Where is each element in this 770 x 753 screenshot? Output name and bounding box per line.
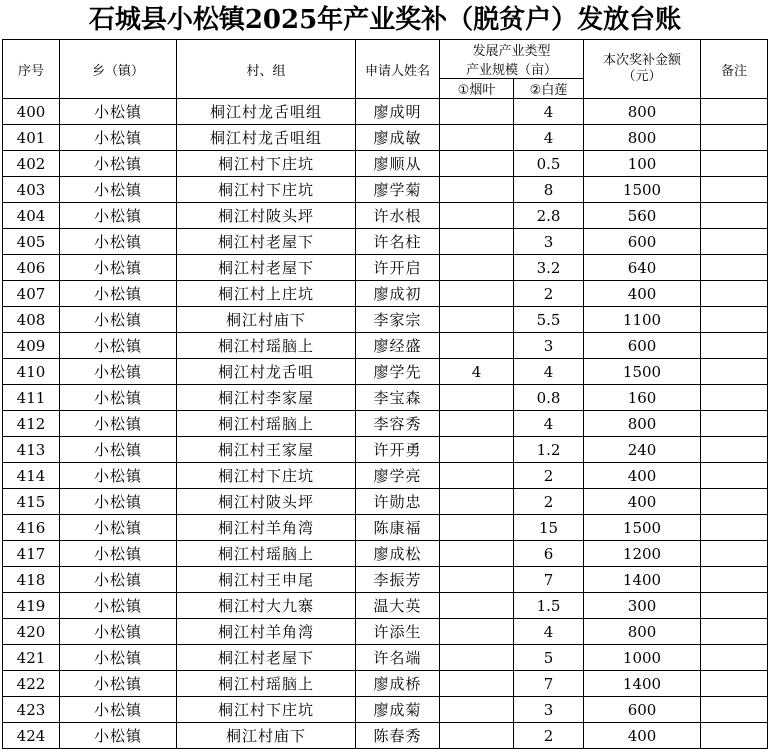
table-row bbox=[3, 593, 768, 619]
cell-seq: 420 bbox=[3, 619, 60, 645]
cell-township: 小松镇 bbox=[60, 671, 177, 697]
header-township: 乡（镇） bbox=[60, 40, 177, 99]
cell-name: 李宝森 bbox=[356, 385, 440, 411]
cell-tobacco bbox=[440, 307, 514, 333]
cell-tobacco bbox=[440, 385, 514, 411]
cell-township: 小松镇 bbox=[60, 697, 177, 723]
cell-name: 廖成桥 bbox=[356, 671, 440, 697]
cell-seq: 411 bbox=[3, 385, 60, 411]
cell-tobacco bbox=[440, 697, 514, 723]
document-title: 石城县小松镇2025年产业奖补（脱贫户）发放台账 bbox=[88, 5, 682, 35]
cell-township: 小松镇 bbox=[60, 151, 177, 177]
cell-tobacco bbox=[440, 645, 514, 671]
cell-amount: 1500 bbox=[584, 359, 701, 385]
cell-amount: 1000 bbox=[584, 645, 701, 671]
cell-township: 小松镇 bbox=[60, 177, 177, 203]
cell-seq: 414 bbox=[3, 463, 60, 489]
cell-lotus: 8 bbox=[514, 177, 584, 203]
cell-township: 小松镇 bbox=[60, 463, 177, 489]
cell-amount: 640 bbox=[584, 255, 701, 281]
cell-name: 李振芳 bbox=[356, 567, 440, 593]
cell-remark bbox=[701, 177, 768, 203]
cell-seq: 417 bbox=[3, 541, 60, 567]
cell-tobacco bbox=[440, 99, 514, 125]
cell-seq: 410 bbox=[3, 359, 60, 385]
cell-remark bbox=[701, 541, 768, 567]
cell-name: 陈康福 bbox=[356, 515, 440, 541]
cell-remark bbox=[701, 229, 768, 255]
cell-township: 小松镇 bbox=[60, 645, 177, 671]
cell-remark bbox=[701, 203, 768, 229]
cell-tobacco bbox=[440, 333, 514, 359]
cell-village: 桐江村羊角湾 bbox=[177, 515, 356, 541]
table-row bbox=[3, 99, 768, 125]
cell-lotus: 1.2 bbox=[514, 437, 584, 463]
cell-name: 温大英 bbox=[356, 593, 440, 619]
cell-name: 许水根 bbox=[356, 203, 440, 229]
cell-remark bbox=[701, 463, 768, 489]
table-row bbox=[3, 515, 768, 541]
cell-lotus: 2.8 bbox=[514, 203, 584, 229]
cell-township: 小松镇 bbox=[60, 255, 177, 281]
cell-lotus: 4 bbox=[514, 619, 584, 645]
cell-village: 桐江村羊角湾 bbox=[177, 619, 356, 645]
cell-amount: 800 bbox=[584, 619, 701, 645]
table-row bbox=[3, 697, 768, 723]
header-applicant: 申请人姓名 bbox=[356, 40, 440, 99]
table-row bbox=[3, 151, 768, 177]
cell-tobacco bbox=[440, 125, 514, 151]
cell-township: 小松镇 bbox=[60, 385, 177, 411]
cell-seq: 405 bbox=[3, 229, 60, 255]
cell-amount: 100 bbox=[584, 151, 701, 177]
cell-amount: 400 bbox=[584, 723, 701, 749]
cell-seq: 413 bbox=[3, 437, 60, 463]
cell-tobacco bbox=[440, 463, 514, 489]
cell-village: 桐江村下庄坑 bbox=[177, 151, 356, 177]
cell-tobacco bbox=[440, 541, 514, 567]
cell-amount: 560 bbox=[584, 203, 701, 229]
cell-tobacco bbox=[440, 593, 514, 619]
cell-remark bbox=[701, 567, 768, 593]
table-row bbox=[3, 125, 768, 151]
table-row bbox=[3, 645, 768, 671]
header-industry-type: 发展产业类型 bbox=[440, 40, 584, 60]
cell-name: 许开启 bbox=[356, 255, 440, 281]
cell-tobacco bbox=[440, 671, 514, 697]
cell-village: 桐江村龙舌咀组 bbox=[177, 99, 356, 125]
cell-lotus: 5.5 bbox=[514, 307, 584, 333]
cell-seq: 406 bbox=[3, 255, 60, 281]
cell-lotus: 2 bbox=[514, 463, 584, 489]
table-row bbox=[3, 567, 768, 593]
cell-seq: 408 bbox=[3, 307, 60, 333]
cell-remark bbox=[701, 255, 768, 281]
cell-tobacco bbox=[440, 281, 514, 307]
cell-remark bbox=[701, 515, 768, 541]
cell-lotus: 3 bbox=[514, 697, 584, 723]
cell-village: 桐江村老屋下 bbox=[177, 645, 356, 671]
cell-lotus: 3.2 bbox=[514, 255, 584, 281]
cell-name: 廖学亮 bbox=[356, 463, 440, 489]
cell-seq: 412 bbox=[3, 411, 60, 437]
cell-seq: 421 bbox=[3, 645, 60, 671]
cell-tobacco bbox=[440, 619, 514, 645]
cell-village: 桐江村下庄坑 bbox=[177, 697, 356, 723]
cell-tobacco bbox=[440, 151, 514, 177]
table-row bbox=[3, 619, 768, 645]
cell-remark bbox=[701, 125, 768, 151]
cell-amount: 1500 bbox=[584, 515, 701, 541]
cell-remark bbox=[701, 697, 768, 723]
table-row bbox=[3, 489, 768, 515]
cell-remark bbox=[701, 99, 768, 125]
cell-seq: 416 bbox=[3, 515, 60, 541]
cell-remark bbox=[701, 281, 768, 307]
cell-name: 廖学菊 bbox=[356, 177, 440, 203]
cell-name: 许名柱 bbox=[356, 229, 440, 255]
header-village: 村、组 bbox=[177, 40, 356, 99]
cell-township: 小松镇 bbox=[60, 515, 177, 541]
table-row bbox=[3, 203, 768, 229]
cell-tobacco bbox=[440, 177, 514, 203]
cell-amount: 600 bbox=[584, 229, 701, 255]
table-row bbox=[3, 359, 768, 385]
cell-name: 廖成敏 bbox=[356, 125, 440, 151]
cell-remark bbox=[701, 437, 768, 463]
table-row bbox=[3, 463, 768, 489]
cell-name: 许勋忠 bbox=[356, 489, 440, 515]
cell-village: 桐江村瑶脑上 bbox=[177, 411, 356, 437]
cell-remark bbox=[701, 411, 768, 437]
cell-lotus: 4 bbox=[514, 99, 584, 125]
header-remark: 备注 bbox=[701, 40, 768, 99]
cell-amount: 1200 bbox=[584, 541, 701, 567]
table-row bbox=[3, 541, 768, 567]
cell-amount: 400 bbox=[584, 489, 701, 515]
header-lotus: ②白莲 bbox=[514, 79, 584, 99]
cell-lotus: 15 bbox=[514, 515, 584, 541]
cell-amount: 400 bbox=[584, 463, 701, 489]
cell-lotus: 2 bbox=[514, 281, 584, 307]
table-row bbox=[3, 411, 768, 437]
cell-township: 小松镇 bbox=[60, 203, 177, 229]
cell-tobacco bbox=[440, 515, 514, 541]
cell-amount: 600 bbox=[584, 333, 701, 359]
cell-amount: 400 bbox=[584, 281, 701, 307]
cell-seq: 415 bbox=[3, 489, 60, 515]
cell-remark bbox=[701, 619, 768, 645]
cell-seq: 400 bbox=[3, 99, 60, 125]
cell-remark bbox=[701, 723, 768, 749]
cell-township: 小松镇 bbox=[60, 333, 177, 359]
cell-township: 小松镇 bbox=[60, 437, 177, 463]
table-row bbox=[3, 385, 768, 411]
cell-lotus: 3 bbox=[514, 333, 584, 359]
cell-lotus: 4 bbox=[514, 125, 584, 151]
cell-village: 桐江村大九寨 bbox=[177, 593, 356, 619]
cell-amount: 800 bbox=[584, 125, 701, 151]
cell-tobacco bbox=[440, 203, 514, 229]
cell-village: 桐江村陂头坪 bbox=[177, 489, 356, 515]
cell-lotus: 7 bbox=[514, 567, 584, 593]
cell-remark bbox=[701, 151, 768, 177]
cell-township: 小松镇 bbox=[60, 489, 177, 515]
cell-village: 桐江村王申尾 bbox=[177, 567, 356, 593]
cell-seq: 418 bbox=[3, 567, 60, 593]
cell-tobacco bbox=[440, 255, 514, 281]
cell-name: 廖顺从 bbox=[356, 151, 440, 177]
cell-township: 小松镇 bbox=[60, 281, 177, 307]
cell-amount: 1400 bbox=[584, 567, 701, 593]
cell-village: 桐江村陂头坪 bbox=[177, 203, 356, 229]
cell-tobacco bbox=[440, 489, 514, 515]
cell-seq: 419 bbox=[3, 593, 60, 619]
cell-tobacco bbox=[440, 723, 514, 749]
cell-tobacco bbox=[440, 437, 514, 463]
cell-name: 李家宗 bbox=[356, 307, 440, 333]
cell-township: 小松镇 bbox=[60, 593, 177, 619]
cell-village: 桐江村庙下 bbox=[177, 307, 356, 333]
cell-lotus: 6 bbox=[514, 541, 584, 567]
cell-amount: 240 bbox=[584, 437, 701, 463]
cell-village: 桐江村下庄坑 bbox=[177, 463, 356, 489]
cell-seq: 423 bbox=[3, 697, 60, 723]
cell-name: 许添生 bbox=[356, 619, 440, 645]
cell-township: 小松镇 bbox=[60, 229, 177, 255]
cell-remark bbox=[701, 671, 768, 697]
cell-township: 小松镇 bbox=[60, 359, 177, 385]
cell-village: 桐江村瑶脑上 bbox=[177, 541, 356, 567]
cell-name: 廖经盛 bbox=[356, 333, 440, 359]
cell-name: 李容秀 bbox=[356, 411, 440, 437]
cell-amount: 800 bbox=[584, 99, 701, 125]
cell-name: 廖成松 bbox=[356, 541, 440, 567]
cell-township: 小松镇 bbox=[60, 125, 177, 151]
header-industry-scale: 产业规模（亩） bbox=[440, 59, 584, 79]
cell-village: 桐江村龙舌咀组 bbox=[177, 125, 356, 151]
table-row bbox=[3, 307, 768, 333]
cell-lotus: 4 bbox=[514, 359, 584, 385]
header-seq: 序号 bbox=[3, 40, 60, 99]
cell-township: 小松镇 bbox=[60, 307, 177, 333]
cell-village: 桐江村王家屋 bbox=[177, 437, 356, 463]
cell-village: 桐江村下庄坑 bbox=[177, 177, 356, 203]
cell-name: 廖学先 bbox=[356, 359, 440, 385]
cell-remark bbox=[701, 307, 768, 333]
cell-lotus: 7 bbox=[514, 671, 584, 697]
cell-seq: 407 bbox=[3, 281, 60, 307]
table-row bbox=[3, 177, 768, 203]
cell-seq: 401 bbox=[3, 125, 60, 151]
cell-township: 小松镇 bbox=[60, 541, 177, 567]
cell-township: 小松镇 bbox=[60, 99, 177, 125]
cell-remark bbox=[701, 593, 768, 619]
cell-lotus: 0.8 bbox=[514, 385, 584, 411]
cell-name: 许开勇 bbox=[356, 437, 440, 463]
cell-seq: 409 bbox=[3, 333, 60, 359]
cell-village: 桐江村瑶脑上 bbox=[177, 671, 356, 697]
table-header bbox=[3, 40, 768, 99]
cell-tobacco bbox=[440, 567, 514, 593]
cell-lotus: 5 bbox=[514, 645, 584, 671]
cell-township: 小松镇 bbox=[60, 411, 177, 437]
cell-tobacco bbox=[440, 229, 514, 255]
cell-village: 桐江村龙舌咀 bbox=[177, 359, 356, 385]
cell-lotus: 2 bbox=[514, 489, 584, 515]
cell-seq: 403 bbox=[3, 177, 60, 203]
cell-lotus: 0.5 bbox=[514, 151, 584, 177]
cell-name: 许名端 bbox=[356, 645, 440, 671]
ledger-table bbox=[2, 39, 768, 749]
cell-name: 廖成初 bbox=[356, 281, 440, 307]
cell-remark bbox=[701, 489, 768, 515]
cell-seq: 404 bbox=[3, 203, 60, 229]
cell-village: 桐江村李家屋 bbox=[177, 385, 356, 411]
cell-village: 桐江村瑶脑上 bbox=[177, 333, 356, 359]
cell-amount: 160 bbox=[584, 385, 701, 411]
cell-township: 小松镇 bbox=[60, 619, 177, 645]
table-body bbox=[3, 99, 768, 749]
cell-amount: 300 bbox=[584, 593, 701, 619]
cell-amount: 800 bbox=[584, 411, 701, 437]
table-row bbox=[3, 437, 768, 463]
header-tobacco: ①烟叶 bbox=[440, 79, 514, 99]
cell-remark bbox=[701, 359, 768, 385]
header-amount-text: 本次奖补金额（元） bbox=[603, 53, 682, 84]
cell-seq: 422 bbox=[3, 671, 60, 697]
table-row bbox=[3, 671, 768, 697]
cell-tobacco bbox=[440, 411, 514, 437]
cell-lotus: 2 bbox=[514, 723, 584, 749]
cell-township: 小松镇 bbox=[60, 723, 177, 749]
cell-lotus: 1.5 bbox=[514, 593, 584, 619]
table-row bbox=[3, 281, 768, 307]
cell-seq: 424 bbox=[3, 723, 60, 749]
cell-amount: 1100 bbox=[584, 307, 701, 333]
cell-village: 桐江村上庄坑 bbox=[177, 281, 356, 307]
cell-amount: 600 bbox=[584, 697, 701, 723]
cell-lotus: 3 bbox=[514, 229, 584, 255]
table-row bbox=[3, 229, 768, 255]
cell-amount: 1400 bbox=[584, 671, 701, 697]
table-row bbox=[3, 333, 768, 359]
cell-tobacco: 4 bbox=[440, 359, 514, 385]
table-row bbox=[3, 255, 768, 281]
cell-township: 小松镇 bbox=[60, 567, 177, 593]
cell-name: 廖成明 bbox=[356, 99, 440, 125]
cell-name: 廖成菊 bbox=[356, 697, 440, 723]
cell-village: 桐江村老屋下 bbox=[177, 229, 356, 255]
cell-remark bbox=[701, 385, 768, 411]
cell-village: 桐江村老屋下 bbox=[177, 255, 356, 281]
cell-name: 陈春秀 bbox=[356, 723, 440, 749]
cell-lotus: 4 bbox=[514, 411, 584, 437]
cell-remark bbox=[701, 333, 768, 359]
header-amount bbox=[584, 40, 701, 99]
cell-amount: 1500 bbox=[584, 177, 701, 203]
cell-seq: 402 bbox=[3, 151, 60, 177]
table-row bbox=[3, 723, 768, 749]
cell-remark bbox=[701, 645, 768, 671]
cell-village: 桐江村庙下 bbox=[177, 723, 356, 749]
